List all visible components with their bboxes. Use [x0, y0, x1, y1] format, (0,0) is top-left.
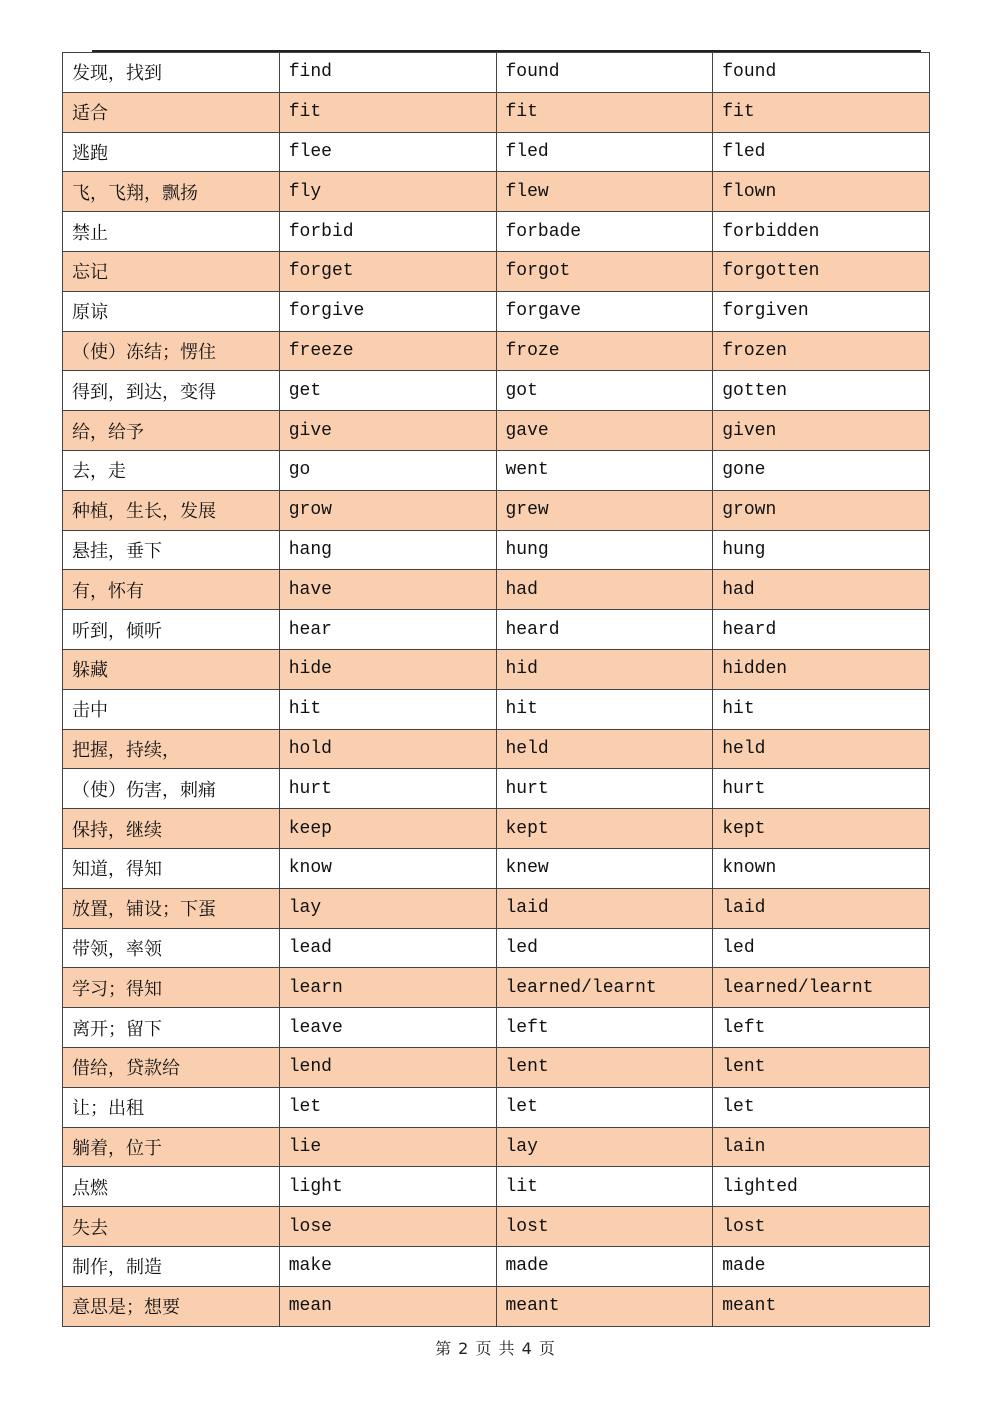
- cell-base-form: let: [279, 1087, 496, 1127]
- cell-base-form: freeze: [279, 331, 496, 371]
- cell-past-tense: hid: [496, 649, 713, 689]
- cell-base-form: give: [279, 411, 496, 451]
- table-row: [63, 1207, 930, 1247]
- cell-past-participle: hurt: [713, 769, 930, 809]
- table-row: [63, 1008, 930, 1048]
- cell-past-tense: laid: [496, 888, 713, 928]
- cell-meaning: 躺着，位于: [63, 1127, 280, 1167]
- cell-base-form: hide: [279, 649, 496, 689]
- cell-meaning: 知道，得知: [63, 848, 280, 888]
- cell-past-participle: lain: [713, 1127, 930, 1167]
- cell-past-participle: gotten: [713, 371, 930, 411]
- cell-past-participle: known: [713, 848, 930, 888]
- table-row: [63, 1286, 930, 1326]
- cell-meaning: 点燃: [63, 1167, 280, 1207]
- cell-past-tense: froze: [496, 331, 713, 371]
- cell-base-form: learn: [279, 968, 496, 1008]
- cell-past-tense: lent: [496, 1047, 713, 1087]
- table-row: [63, 888, 930, 928]
- cell-meaning: 失去: [63, 1207, 280, 1247]
- table-row: [63, 490, 930, 530]
- cell-base-form: leave: [279, 1008, 496, 1048]
- cell-past-participle: forgiven: [713, 291, 930, 331]
- cell-past-participle: fit: [713, 92, 930, 132]
- table-row: [63, 570, 930, 610]
- cell-past-participle: hung: [713, 530, 930, 570]
- cell-meaning: 意思是；想要: [63, 1286, 280, 1326]
- cell-base-form: forgive: [279, 291, 496, 331]
- cell-past-participle: lent: [713, 1047, 930, 1087]
- cell-past-tense: found: [496, 53, 713, 93]
- irregular-verbs-table: [62, 52, 930, 1327]
- cell-past-participle: laid: [713, 888, 930, 928]
- cell-past-tense: hit: [496, 689, 713, 729]
- table-row: [63, 1246, 930, 1286]
- cell-base-form: know: [279, 848, 496, 888]
- cell-meaning: 适合: [63, 92, 280, 132]
- cell-meaning: 学习；得知: [63, 968, 280, 1008]
- cell-base-form: make: [279, 1246, 496, 1286]
- cell-past-participle: meant: [713, 1286, 930, 1326]
- cell-base-form: grow: [279, 490, 496, 530]
- cell-meaning: 借给，贷款给: [63, 1047, 280, 1087]
- cell-meaning: 飞，飞翔，飘扬: [63, 172, 280, 212]
- cell-past-participle: kept: [713, 809, 930, 849]
- table-row: [63, 689, 930, 729]
- cell-past-tense: lay: [496, 1127, 713, 1167]
- cell-past-tense: flew: [496, 172, 713, 212]
- table-row: [63, 610, 930, 650]
- cell-past-tense: lost: [496, 1207, 713, 1247]
- cell-meaning: 击中: [63, 689, 280, 729]
- cell-meaning: 制作，制造: [63, 1246, 280, 1286]
- cell-past-tense: learned/learnt: [496, 968, 713, 1008]
- cell-past-tense: heard: [496, 610, 713, 650]
- cell-past-participle: had: [713, 570, 930, 610]
- cell-meaning: 发现，找到: [63, 53, 280, 93]
- cell-meaning: 放置，铺设；下蛋: [63, 888, 280, 928]
- cell-meaning: 带领，率领: [63, 928, 280, 968]
- cell-past-participle: left: [713, 1008, 930, 1048]
- cell-past-tense: fit: [496, 92, 713, 132]
- cell-meaning: 种植，生长，发展: [63, 490, 280, 530]
- cell-past-participle: gone: [713, 450, 930, 490]
- cell-base-form: light: [279, 1167, 496, 1207]
- cell-past-tense: held: [496, 729, 713, 769]
- table-row: [63, 450, 930, 490]
- cell-base-form: keep: [279, 809, 496, 849]
- cell-past-participle: forgotten: [713, 251, 930, 291]
- table-row: [63, 530, 930, 570]
- cell-meaning: 离开；留下: [63, 1008, 280, 1048]
- cell-base-form: go: [279, 450, 496, 490]
- table-row: [63, 928, 930, 968]
- cell-past-participle: hit: [713, 689, 930, 729]
- cell-base-form: flee: [279, 132, 496, 172]
- table-row: [63, 809, 930, 849]
- cell-meaning: 给，给予: [63, 411, 280, 451]
- cell-meaning: 禁止: [63, 212, 280, 252]
- cell-past-tense: let: [496, 1087, 713, 1127]
- cell-past-participle: learned/learnt: [713, 968, 930, 1008]
- cell-meaning: 悬挂，垂下: [63, 530, 280, 570]
- cell-past-tense: got: [496, 371, 713, 411]
- table-row: [63, 132, 930, 172]
- cell-past-participle: flown: [713, 172, 930, 212]
- cell-past-tense: had: [496, 570, 713, 610]
- cell-meaning: （使）伤害，刺痛: [63, 769, 280, 809]
- table-row: [63, 1087, 930, 1127]
- table-row: [63, 92, 930, 132]
- table-row: [63, 411, 930, 451]
- cell-meaning: 保持，继续: [63, 809, 280, 849]
- table-row: [63, 331, 930, 371]
- table-row: [63, 1167, 930, 1207]
- cell-past-participle: frozen: [713, 331, 930, 371]
- cell-meaning: （使）冻结；愣住: [63, 331, 280, 371]
- cell-past-tense: left: [496, 1008, 713, 1048]
- cell-base-form: forbid: [279, 212, 496, 252]
- table-row: [63, 1047, 930, 1087]
- cell-past-participle: let: [713, 1087, 930, 1127]
- cell-past-participle: lost: [713, 1207, 930, 1247]
- cell-base-form: fit: [279, 92, 496, 132]
- cell-base-form: find: [279, 53, 496, 93]
- table-row: [63, 172, 930, 212]
- cell-past-participle: held: [713, 729, 930, 769]
- cell-base-form: lie: [279, 1127, 496, 1167]
- cell-base-form: hang: [279, 530, 496, 570]
- table-row: [63, 968, 930, 1008]
- cell-past-tense: kept: [496, 809, 713, 849]
- table-row: [63, 769, 930, 809]
- table-row: [63, 251, 930, 291]
- cell-past-participle: lighted: [713, 1167, 930, 1207]
- cell-past-participle: fled: [713, 132, 930, 172]
- cell-base-form: hold: [279, 729, 496, 769]
- table-row: [63, 848, 930, 888]
- cell-meaning: 得到，到达，变得: [63, 371, 280, 411]
- cell-past-participle: hidden: [713, 649, 930, 689]
- cell-past-tense: forbade: [496, 212, 713, 252]
- table-row: [63, 53, 930, 93]
- cell-meaning: 有，怀有: [63, 570, 280, 610]
- cell-meaning: 原谅: [63, 291, 280, 331]
- cell-meaning: 忘记: [63, 251, 280, 291]
- cell-base-form: hurt: [279, 769, 496, 809]
- cell-base-form: mean: [279, 1286, 496, 1326]
- cell-base-form: fly: [279, 172, 496, 212]
- cell-past-participle: led: [713, 928, 930, 968]
- cell-past-tense: forgave: [496, 291, 713, 331]
- cell-meaning: 听到，倾听: [63, 610, 280, 650]
- cell-past-tense: went: [496, 450, 713, 490]
- cell-base-form: lend: [279, 1047, 496, 1087]
- table-row: [63, 212, 930, 252]
- cell-past-tense: lit: [496, 1167, 713, 1207]
- cell-past-tense: forgot: [496, 251, 713, 291]
- cell-base-form: hear: [279, 610, 496, 650]
- cell-past-tense: hurt: [496, 769, 713, 809]
- cell-meaning: 去，走: [63, 450, 280, 490]
- cell-past-tense: knew: [496, 848, 713, 888]
- cell-base-form: forget: [279, 251, 496, 291]
- table-row: [63, 649, 930, 689]
- cell-base-form: have: [279, 570, 496, 610]
- cell-past-participle: made: [713, 1246, 930, 1286]
- cell-past-tense: hung: [496, 530, 713, 570]
- cell-meaning: 把握，持续，: [63, 729, 280, 769]
- cell-base-form: hit: [279, 689, 496, 729]
- cell-base-form: get: [279, 371, 496, 411]
- cell-past-tense: gave: [496, 411, 713, 451]
- cell-past-participle: given: [713, 411, 930, 451]
- cell-past-participle: heard: [713, 610, 930, 650]
- cell-meaning: 让；出租: [63, 1087, 280, 1127]
- cell-base-form: lose: [279, 1207, 496, 1247]
- cell-past-participle: forbidden: [713, 212, 930, 252]
- cell-base-form: lead: [279, 928, 496, 968]
- cell-base-form: lay: [279, 888, 496, 928]
- cell-past-tense: led: [496, 928, 713, 968]
- cell-meaning: 逃跑: [63, 132, 280, 172]
- cell-meaning: 躲藏: [63, 649, 280, 689]
- cell-past-tense: made: [496, 1246, 713, 1286]
- table-row: [63, 371, 930, 411]
- cell-past-participle: grown: [713, 490, 930, 530]
- page-footer: 第 2 页 共 4 页: [435, 1339, 556, 1358]
- table-row: [63, 291, 930, 331]
- cell-past-tense: meant: [496, 1286, 713, 1326]
- cell-past-participle: found: [713, 53, 930, 93]
- table-row: [63, 1127, 930, 1167]
- cell-past-tense: fled: [496, 132, 713, 172]
- table-row: [63, 729, 930, 769]
- cell-past-tense: grew: [496, 490, 713, 530]
